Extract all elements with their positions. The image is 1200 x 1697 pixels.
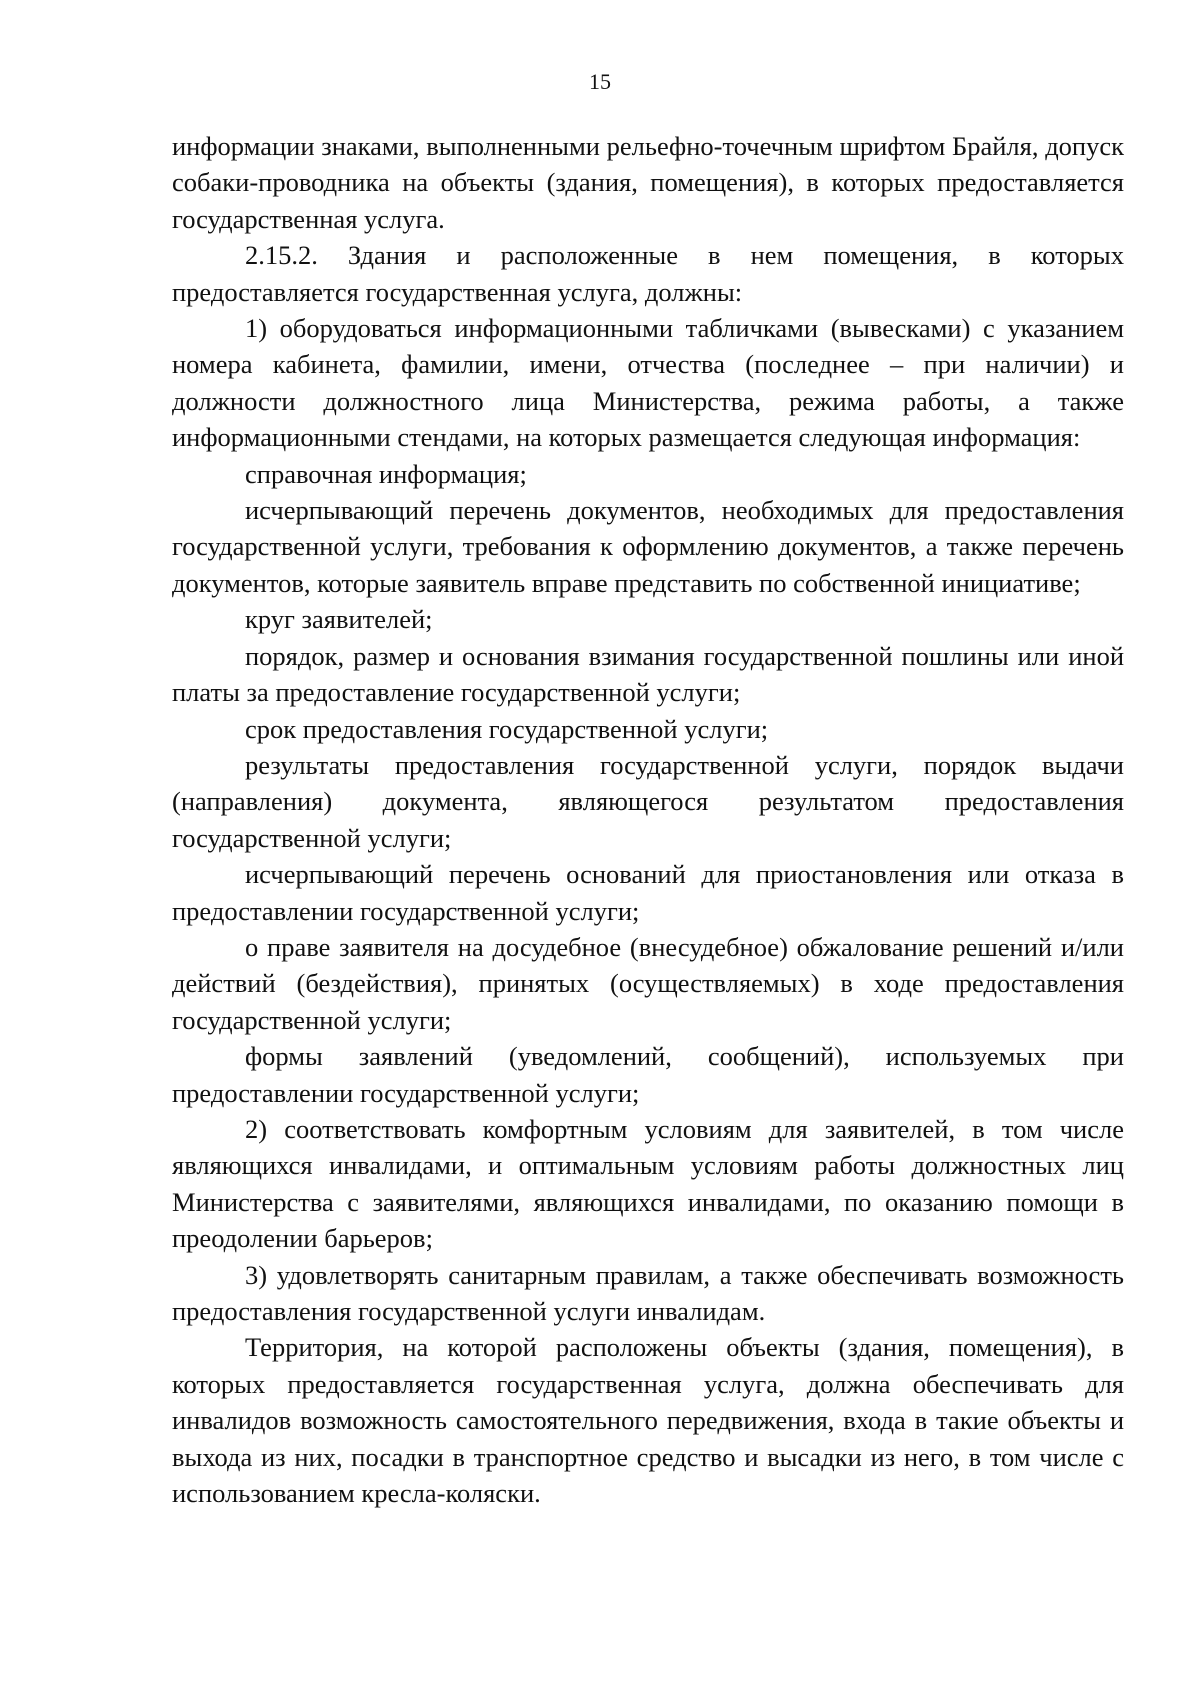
document-body — [172, 128, 1124, 1511]
list-item-refusal-grounds: исчерпывающий перечень оснований для приостановления или отказа в предоставлении государственной услуги; — [172, 859, 1124, 926]
list-item-fee: порядок, размер и основания взимания государственной пошлины или иной платы за предоставление государственной услуги; — [172, 640, 1124, 708]
paragraph-territory: Территория, на которой расположены объекты (здания, помещения), в которых предоставляется государственная услуга, должна обеспечивать для инвалидов возможность самостоятельного передвижения, входа в такие объекты и выхода из них, посадки в транспортное средство и высадки из него, в том числе с использованием кресла-коляски. — [172, 1332, 1124, 1509]
paragraph-item-2: 2) соответствовать комфортным условиям для заявителей, в том числе являющихся инвалидами, и оптимальным условиям работы должностных лиц Министерства с заявителями, являющихся инвалидами, по оказанию помощи в преодолении барьеров; — [172, 1113, 1124, 1254]
paragraph-item-3: 3) удовлетворять санитарным правилам, а также обеспечивать возможность предоставления государственной услуги инвалидам. — [172, 1259, 1124, 1326]
list-item-appeal: о праве заявителя на досудебное (внесудебное) обжалование решений и/или действий (бездействия), принятых (осуществляемых) в ходе предоставления государственной услуги; — [172, 931, 1124, 1035]
page-number: 15 — [589, 69, 611, 94]
list-item-forms: формы заявлений (уведомлений, сообщений), используемых при предоставлении государственной услуги; — [172, 1041, 1124, 1108]
list-item-results: результаты предоставления государственной услуги, порядок выдачи (направления) документа, являющегося результатом предоставления государственной услуги; — [172, 749, 1124, 853]
paragraph-item-1: 1) оборудоваться информационными табличками (вывесками) с указанием номера кабинета, фамилии, имени, отчества (последнее – при наличии) и должности должностного лица Министерства, режима работы, а также информационными стендами, на которых размещается следующая информация: — [172, 313, 1124, 453]
paragraph-continuation: информации знаками, выполненными рельефно-точечным шрифтом Брайля, допуск собаки-проводника на объекты (здания, помещения), в которых предоставляется государственная услуга. — [172, 131, 1124, 234]
list-item-term: срок предоставления государственной услуги; — [245, 713, 769, 744]
list-item-documents: исчерпывающий перечень документов, необходимых для предоставления государственной услуги, требования к оформлению документов, а также перечень документов, которые заявитель вправе представить по собственной инициативе; — [172, 495, 1124, 598]
list-item-reference-info: справочная информация; — [245, 458, 527, 489]
paragraph-section-2-15-2: 2.15.2. Здания и расположенные в нем помещения, в которых предоставляется государственная услуга, должны: — [172, 240, 1124, 307]
list-item-applicants: круг заявителей; — [245, 604, 433, 635]
